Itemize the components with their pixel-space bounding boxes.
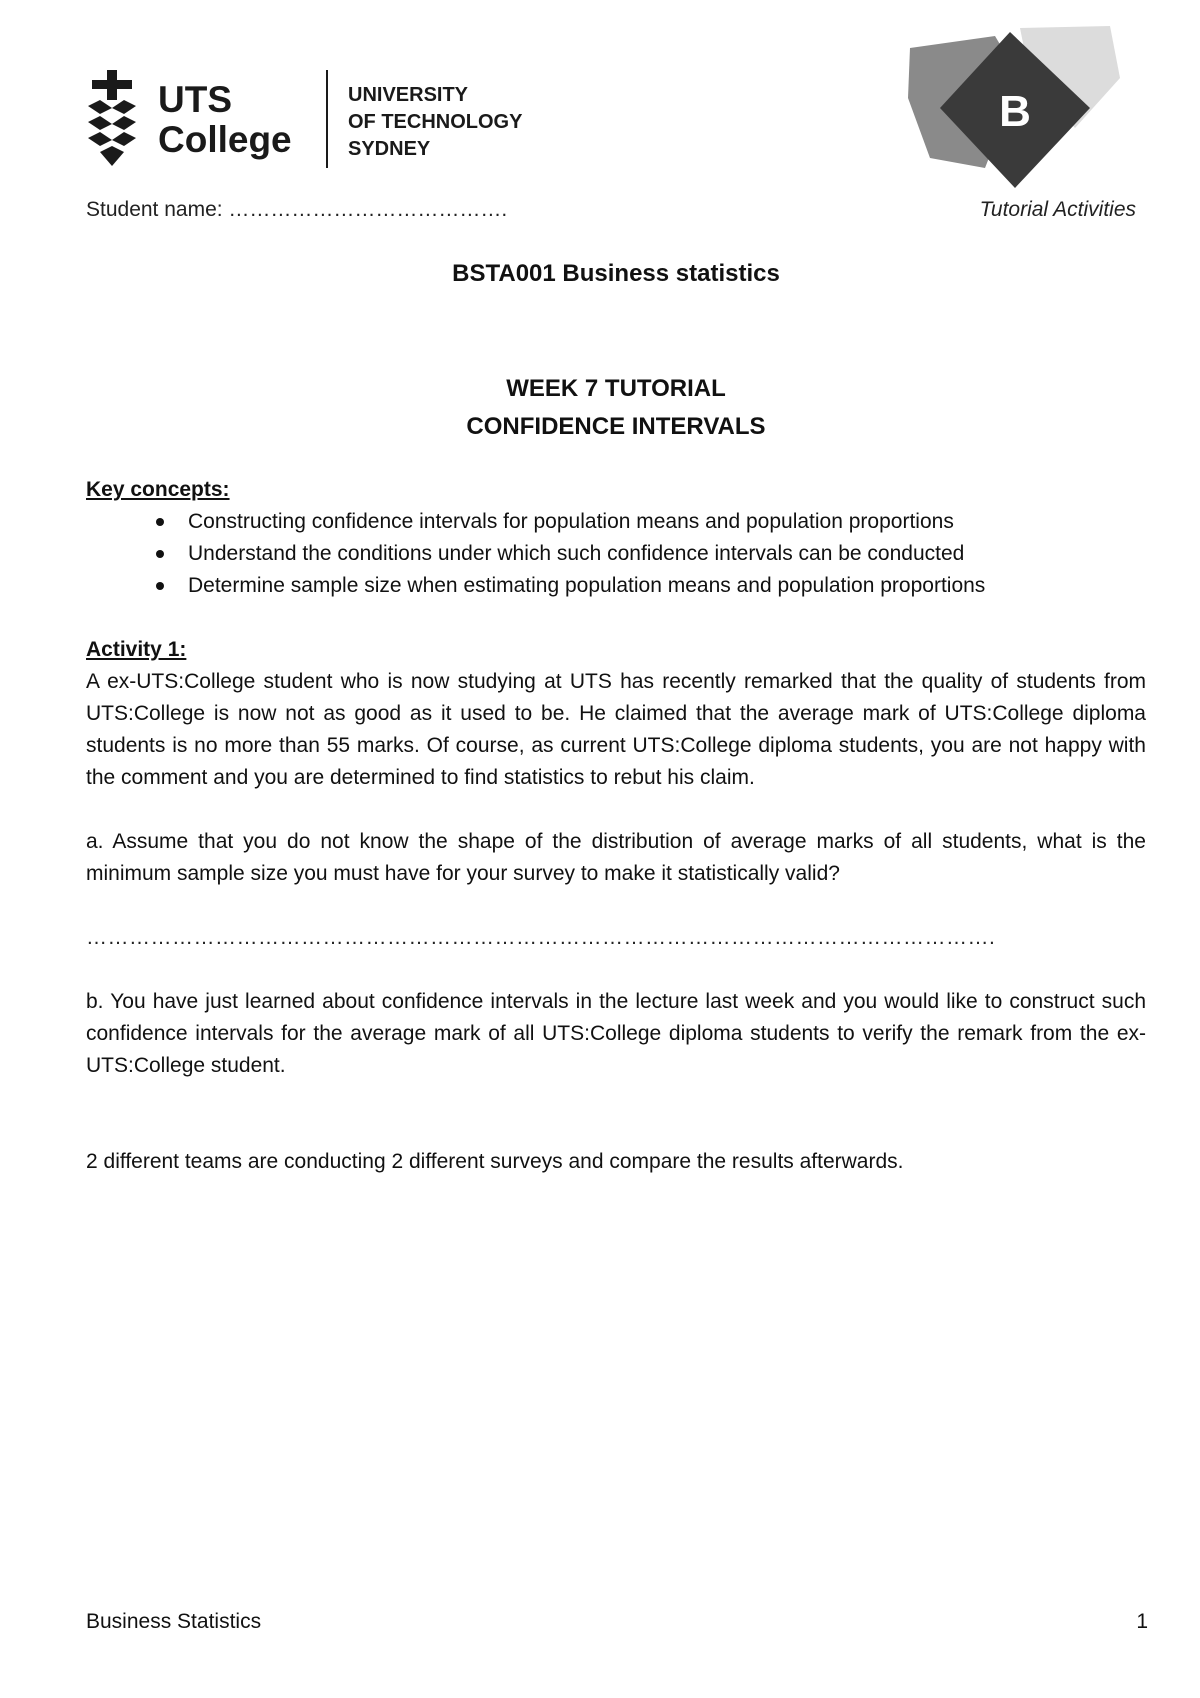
answer-line: ……………………………………………………………………………………………………………….	[86, 926, 996, 949]
activity-1-part-b: b. You have just learned about confidence intervals in the lecture last week and you would like to construct such confidence intervals for the average mark of all UTS:College diploma students to verify the remark from the ex-UTS:College student.	[86, 990, 1146, 1077]
week-title-line2: CONFIDENCE INTERVALS	[466, 413, 766, 440]
course-title: BSTA001 Business statistics	[452, 260, 780, 287]
badge-letter: B	[999, 87, 1031, 136]
week-title-line1: WEEK 7 TUTORIAL	[506, 375, 726, 402]
activity-1-part-a: a. Assume that you do not know the shape of the distribution of average marks of all students, what is the minimum sample size you must have for your survey to make it statistically valid?	[86, 830, 1146, 885]
logo-university-line3: SYDNEY	[348, 138, 431, 160]
key-concepts-list	[86, 506, 1146, 602]
logo-divider	[326, 70, 328, 168]
uts-emblem-icon	[86, 70, 138, 168]
section-b-badge-icon	[900, 18, 1140, 198]
key-concepts-heading: Key concepts:	[86, 478, 230, 501]
logo-college-line: College	[158, 119, 292, 160]
logo-university-line2: OF TECHNOLOGY	[348, 111, 523, 133]
logo-university-line1: UNIVERSITY	[348, 84, 469, 106]
activity-1-intro: A ex-UTS:College student who is now studying at UTS has recently remarked that the quality of students from UTS:College is now not as good as it used to be. He claimed that the average mark of UTS:College diploma students is no more than 55 marks. Of course, as current UTS:College diploma students, you are not happy with the comment and you are determined to find statistics to rebut his claim.	[86, 670, 1146, 789]
student-name-field: Student name: ………………………………….	[86, 198, 508, 221]
key-concepts-section	[86, 474, 1146, 602]
list-item: Understand the conditions under which such confidence intervals can be conducted	[188, 538, 1146, 570]
week-title	[0, 370, 1200, 446]
list-item: Constructing confidence intervals for population means and population proportions	[188, 506, 1146, 538]
activity-1-heading: Activity 1:	[86, 638, 187, 661]
tutorial-activities-label: Tutorial Activities	[979, 198, 1136, 221]
activity-1-section	[86, 634, 1146, 1178]
uts-college-logo	[86, 70, 546, 170]
logo-university-text	[348, 82, 522, 163]
list-item: Determine sample size when estimating population means and population proportions	[188, 570, 1146, 602]
footer-course-name: Business Statistics	[86, 1610, 262, 1633]
logo-uts-line: UTS	[158, 79, 232, 120]
activity-1-teams-note: 2 different teams are conducting 2 different surveys and compare the results afterwards.	[86, 1150, 904, 1173]
footer-page-number: 1	[1136, 1610, 1148, 1633]
logo-uts-college-text	[158, 80, 292, 160]
